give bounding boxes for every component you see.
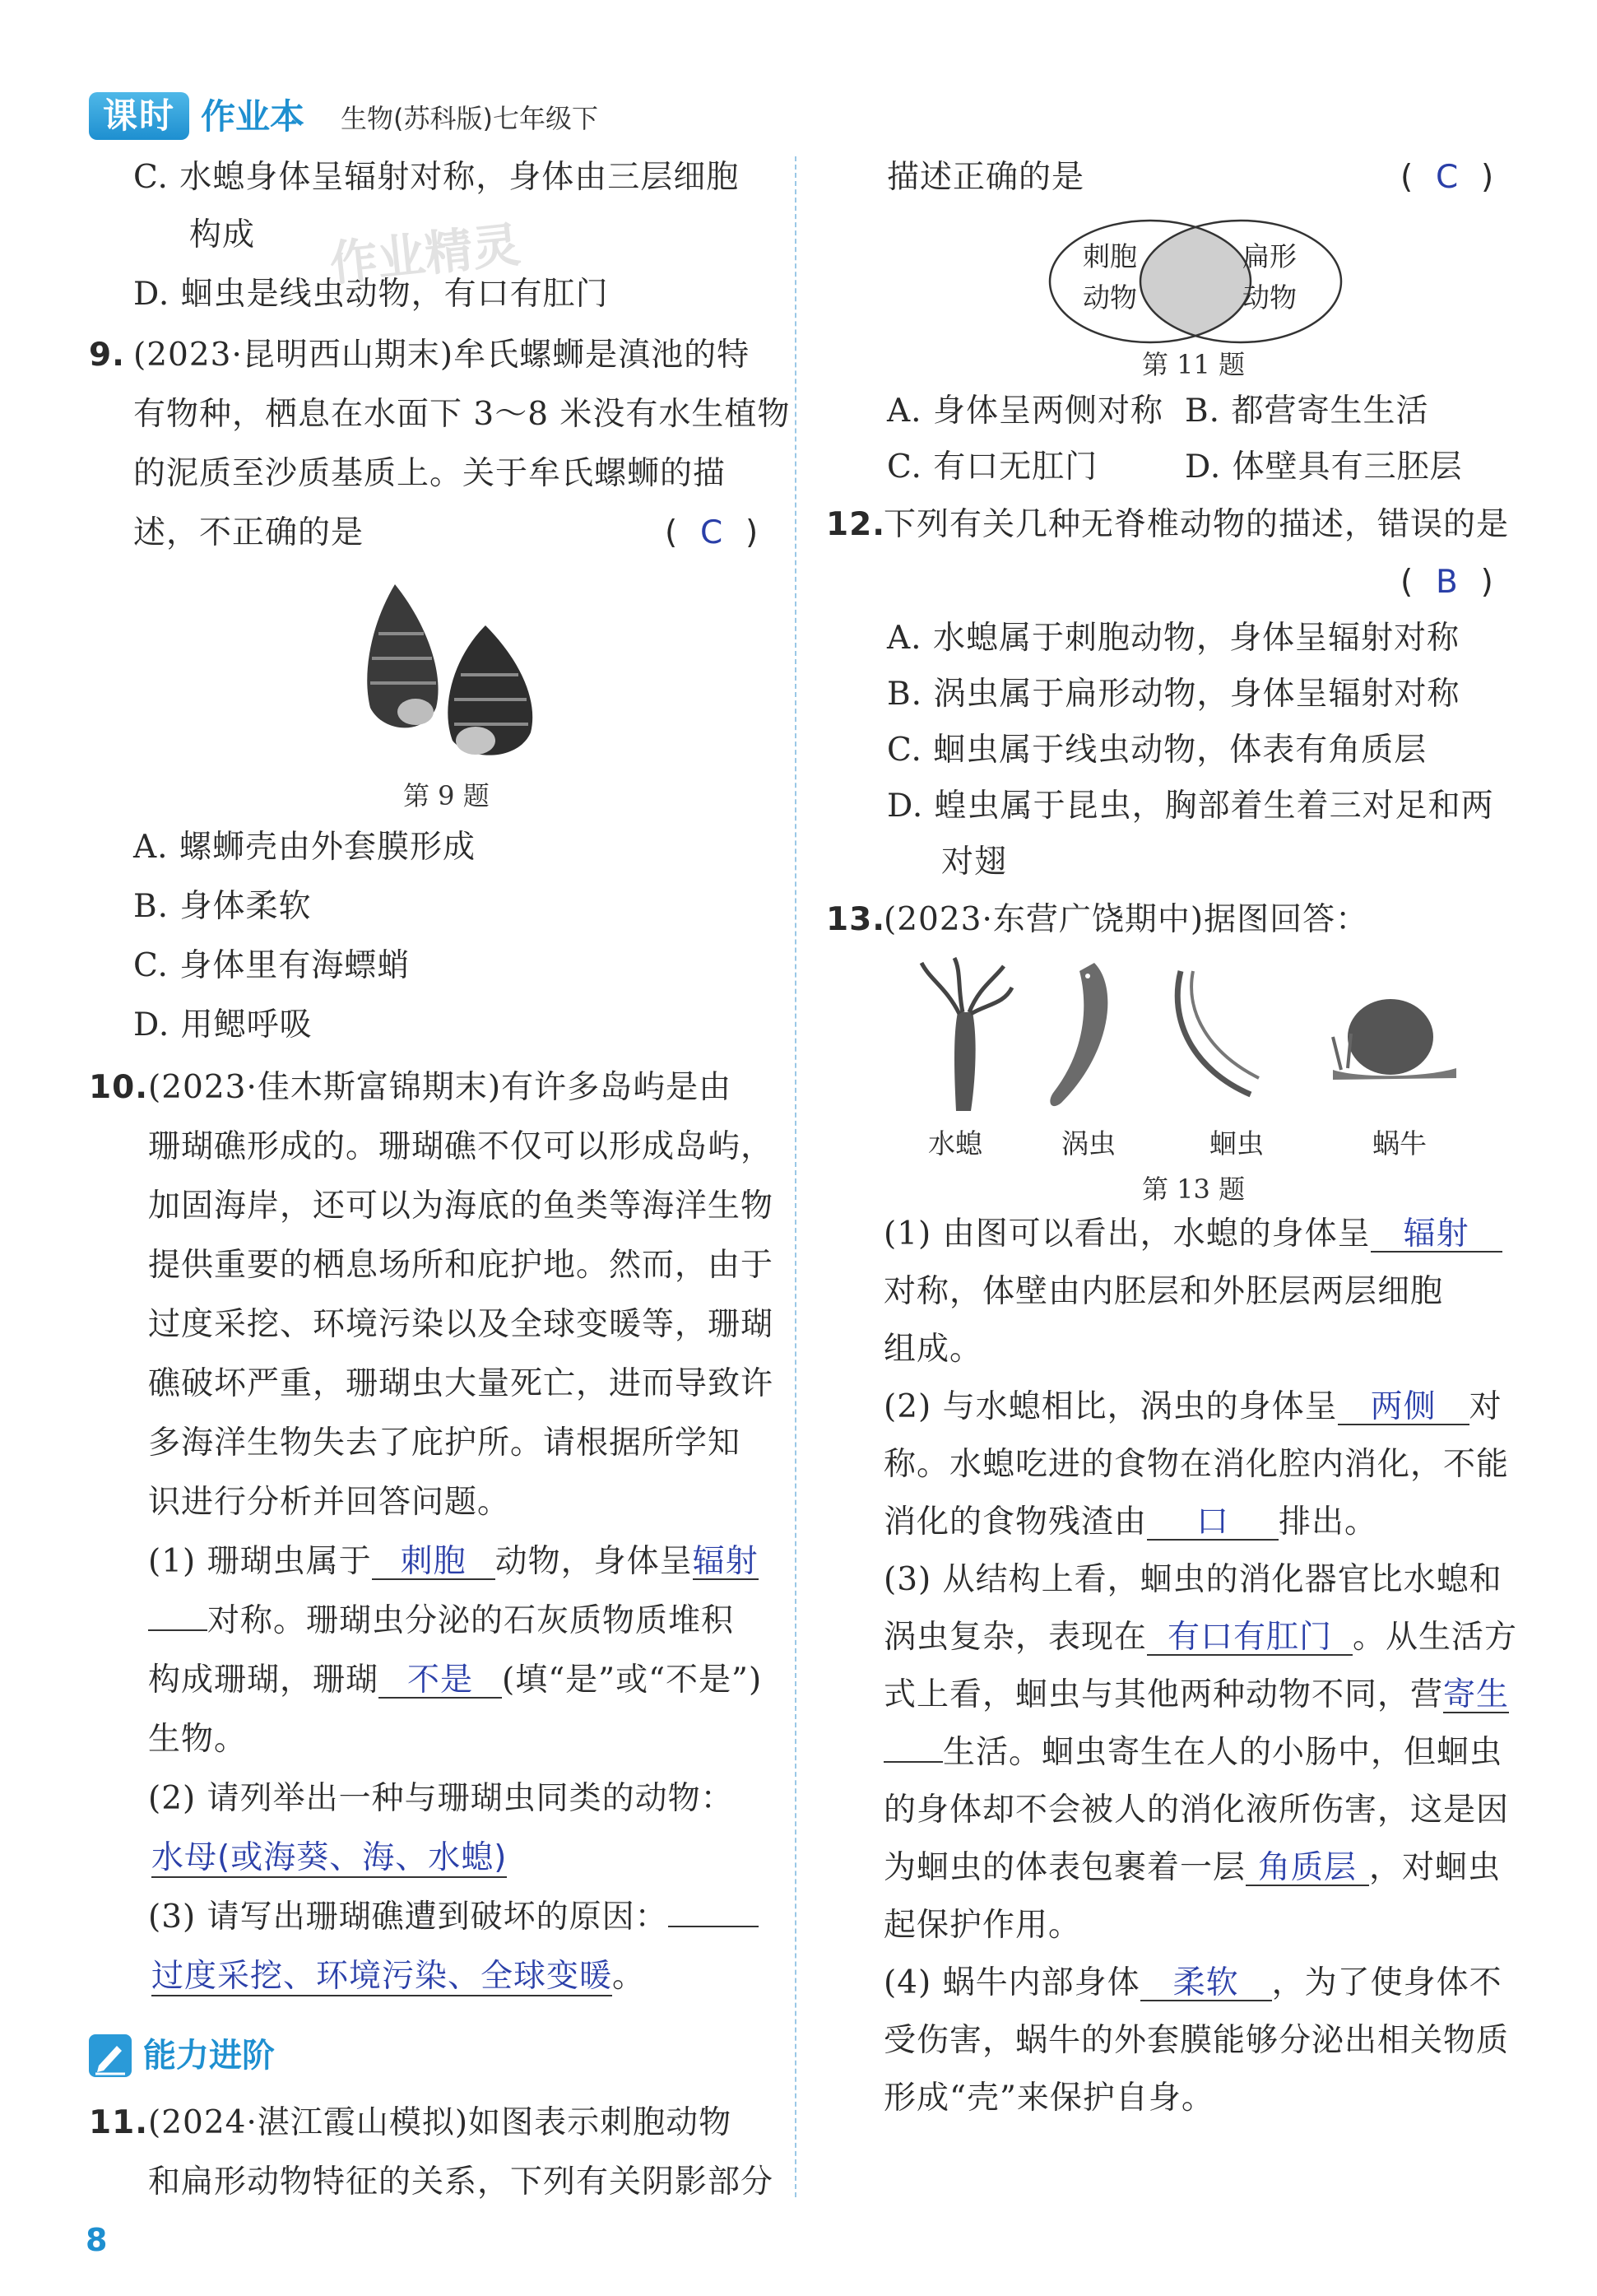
book-subtitle: 生物(苏科版)七年级下	[341, 103, 598, 134]
q12-answer: B	[1436, 564, 1459, 601]
q13-part3-text-e: 生活。蛔虫寄生在人的小肠中，但蛔虫	[943, 1734, 1503, 1771]
q10-part1-line1	[148, 1545, 759, 1580]
series-logo: 课时	[89, 92, 189, 140]
q9-stem-line2: 有物种，栖息在水面下 3～8 米没有水生植物	[133, 396, 791, 433]
snail-figure	[1333, 999, 1456, 1080]
q11-number: 11.	[89, 2104, 149, 2141]
q13-part4-text-a: (4) 蜗牛内部身体	[884, 1964, 1140, 2001]
q10-blank-2-cont	[148, 1629, 207, 1631]
q13-part2-line1	[884, 1388, 1502, 1425]
q10-part1-text-d: 构成珊瑚，珊瑚	[148, 1662, 379, 1699]
q10-stem-line8: 识进行分析并回答问题。	[148, 1484, 511, 1521]
q13-part3-line5: 的身体却不会被人的消化液所伤害，这是因	[884, 1792, 1510, 1829]
planarian-figure	[1050, 963, 1107, 1106]
roundworm-figure	[1177, 971, 1259, 1095]
q10-part1-line3	[148, 1664, 762, 1699]
q13-part3-line4	[884, 1736, 1502, 1769]
q10-part1-line2	[148, 1602, 735, 1639]
q13-part3-line7: 起保护作用。	[884, 1907, 1082, 1944]
q11-option-d: D. 体壁具有三胚层	[1185, 449, 1463, 486]
q10-part3-text: (3) 请写出珊瑚礁遭到破坏的原因：	[148, 1899, 668, 1936]
q13-part3-text-c: 。从生活方	[1353, 1619, 1518, 1656]
section-title: 能力进阶	[143, 2037, 275, 2075]
q10-blank-1: 刺胞	[372, 1545, 495, 1580]
q9-option-d: D. 用鳃呼吸	[133, 1006, 313, 1043]
q10-part1-line4: 生物。	[148, 1721, 248, 1758]
q13-part3-text-g: 为蛔虫的体表包裹着一层	[884, 1849, 1246, 1886]
q10-part1-text-b: 动物，身体呈	[494, 1543, 693, 1580]
q13-part1-text-a: (1) 由图可以看出，水螅的身体呈	[884, 1215, 1371, 1253]
q13-blank-6: 角质层	[1246, 1852, 1369, 1886]
q11-stem-line2: 和扁形动物特征的关系，下列有关阴影部分	[148, 2164, 774, 2201]
venn-right-label-2: 动物	[1242, 281, 1297, 314]
q10-part2-answer-text: 水母(或海葵、海、水螅)	[151, 1839, 508, 1876]
q10-part3-answer-end: 。	[612, 1958, 646, 1995]
q13-part2-text-e: 排出。	[1279, 1504, 1378, 1541]
q11-answer: C	[1436, 159, 1460, 196]
column-divider	[795, 156, 796, 2197]
series-title: 作业本	[201, 96, 305, 137]
q11-option-b: B. 都营寄生生活	[1185, 393, 1429, 430]
shell-right	[448, 625, 532, 755]
animal-label-hydra: 水螅	[928, 1127, 982, 1160]
q12-option-b: B. 涡虫属于扁形动物，身体呈辐射对称	[887, 676, 1460, 713]
q11-figure-caption: 第 11 题	[1142, 349, 1246, 380]
q13-blank-4: 有口有肛门	[1147, 1621, 1353, 1656]
q10-part1-text-c: 对称。珊瑚虫分泌的石灰质物质堆积	[207, 1602, 735, 1639]
q13-part3-line1: (3) 从结构上看，蛔虫的消化器官比水螅和	[884, 1561, 1502, 1598]
page-number: 8	[86, 2222, 108, 2258]
q12-answer-bracket: ( B )	[1400, 564, 1494, 601]
q10-part2: (2) 请列举出一种与珊瑚虫同类的动物：	[148, 1780, 734, 1817]
q10-part3-answer-text: 过度采挖、环境污染、全球变暖	[151, 1958, 613, 1995]
q13-part3-text-h: ，对蛔虫	[1369, 1849, 1502, 1886]
q13-part2-line3	[884, 1506, 1377, 1541]
q12-option-a: A. 水螅属于刺胞动物，身体呈辐射对称	[887, 620, 1460, 657]
watermark: 作业精灵	[327, 216, 523, 292]
q10-stem-line4: 提供重要的栖息场所和庇护地。然而，由于	[148, 1247, 774, 1284]
q9-answer-bracket: ( C )	[665, 514, 759, 551]
q13-blank-7: 柔软	[1140, 1967, 1272, 2001]
q12-option-d: D. 蝗虫属于昆虫，胸部着生着三对足和两	[887, 788, 1494, 825]
q9-option-b: B. 身体柔软	[133, 888, 312, 925]
q9-answer: C	[700, 514, 724, 551]
q8-option-d: D. 蛔虫是线虫动物，有口有肛门	[133, 276, 609, 313]
q10-blank-2: 辐射	[692, 1543, 759, 1580]
shell-left	[367, 584, 438, 727]
pencil-icon	[89, 2034, 132, 2077]
q9-stem-line3: 的泥质至沙质基质上。关于牟氏螺蛳的描	[133, 455, 727, 492]
q11-stem-line3: 描述正确的是	[887, 159, 1085, 196]
q10-stem-line5: 过度采挖、环境污染以及全球变暖等，珊瑚	[148, 1306, 774, 1343]
q13-part3-text-b: 涡虫复杂，表现在	[884, 1619, 1148, 1656]
q13-stem: (2023·东营广饶期中)据图回答：	[884, 901, 1369, 938]
q10-blank-3: 不是	[378, 1664, 502, 1699]
q10-part1-text-a: (1) 珊瑚虫属于	[148, 1543, 372, 1580]
q13-blank-2: 两侧	[1338, 1391, 1469, 1425]
q13-part4-line1	[884, 1964, 1502, 2001]
q10-part2-answer	[151, 1839, 508, 1876]
snail-shells-image	[346, 576, 551, 765]
q12-stem: 下列有关几种无脊椎动物的描述，错误的是	[884, 506, 1510, 543]
q10-stem-line6: 礁破坏严重，珊瑚虫大量死亡，进而导致许	[148, 1365, 774, 1402]
q11-option-a: A. 身体呈两侧对称	[887, 393, 1163, 430]
q12-option-c: C. 蛔虫属于线虫动物，体表有角质层	[887, 732, 1428, 769]
q13-part3-line2	[884, 1621, 1517, 1656]
animals-image	[897, 955, 1473, 1119]
animal-label-roundworm: 蛔虫	[1209, 1127, 1264, 1160]
q13-part3-text-d: 式上看，蛔虫与其他两种动物不同，营	[884, 1676, 1444, 1713]
q13-part4-line3: 形成“壳”来保护自身。	[884, 2080, 1214, 2117]
q13-part2-text-d: 消化的食物残渣由	[884, 1504, 1148, 1541]
q10-part3	[148, 1901, 759, 1934]
q9-figure-caption: 第 9 题	[403, 780, 490, 811]
animal-label-snail: 蜗牛	[1372, 1127, 1427, 1160]
q9-stem-line4: 述，不正确的是	[133, 514, 364, 551]
q11-stem-line1: (2024·湛江霞山模拟)如图表示刺胞动物	[148, 2104, 732, 2141]
q8-option-c: C. 水螅身体呈辐射对称，身体由三层细胞	[133, 159, 740, 196]
q10-stem-line2: 珊瑚礁形成的。珊瑚礁不仅可以形成岛屿，	[148, 1128, 774, 1165]
q13-number: 13.	[826, 901, 886, 938]
q13-part4-line2: 受伤害，蜗牛的外套膜能够分泌出相关物质	[884, 2022, 1510, 2059]
q11-option-c: C. 有口无肛门	[887, 449, 1098, 486]
q9-option-c: C. 身体里有海螵蛸	[133, 947, 411, 984]
q10-part3-answer	[151, 1960, 645, 1993]
q13-blank-5: 寄生	[1443, 1676, 1510, 1713]
q13-blank-5-cont	[884, 1761, 943, 1763]
q13-part3-line3	[884, 1676, 1510, 1713]
q13-part1-line3: 组成。	[884, 1331, 983, 1368]
q8-option-c-cont: 构成	[189, 216, 256, 253]
q13-part2-line2: 称。水螅吃进的食物在消化腔内消化，不能	[884, 1446, 1510, 1483]
q10-number: 10.	[89, 1069, 149, 1106]
q13-blank-3: 口	[1147, 1506, 1279, 1541]
q10-part1-text-e: (填“是”或“不是”)	[502, 1662, 763, 1699]
venn-right-label-1: 扁形	[1242, 240, 1297, 272]
q10-stem-line7: 多海洋生物失去了庇护所。请根据所学知	[148, 1425, 741, 1462]
q12-option-d-cont: 对翅	[941, 844, 1008, 881]
q13-part1-line1	[884, 1215, 1502, 1253]
hydra-figure	[922, 958, 1012, 1111]
q13-part1-line2: 对称，体壁由内胚层和外胚层两层细胞	[884, 1273, 1444, 1310]
q13-blank-1: 辐射	[1371, 1218, 1502, 1253]
q13-part3-line6	[884, 1849, 1502, 1886]
q9-option-a: A. 螺蛳壳由外套膜形成	[133, 829, 476, 866]
q12-number: 12.	[826, 506, 886, 543]
q13-figure-caption: 第 13 题	[1142, 1174, 1246, 1205]
venn-left-label-2: 动物	[1083, 281, 1137, 314]
q10-stem-line3: 加固海岸，还可以为海底的鱼类等海洋生物	[148, 1188, 774, 1225]
q13-part4-text-b: ，为了使身体不	[1271, 1964, 1502, 2001]
q13-part2-text-b: 对	[1469, 1388, 1502, 1425]
q9-number: 9.	[89, 337, 125, 374]
venn-left-label-1: 刺胞	[1083, 240, 1137, 272]
q11-answer-bracket: ( C )	[1400, 159, 1495, 196]
animal-label-planarian: 涡虫	[1061, 1127, 1116, 1160]
q13-part2-text-a: (2) 与水螅相比，涡虫的身体呈	[884, 1388, 1338, 1425]
q10-part3-blank	[668, 1926, 759, 1927]
q9-stem-line1: (2023·昆明西山期末)牟氏螺蛳是滇池的特	[133, 337, 750, 374]
q10-stem-line1: (2023·佳木斯富锦期末)有许多岛屿是由	[148, 1069, 732, 1106]
